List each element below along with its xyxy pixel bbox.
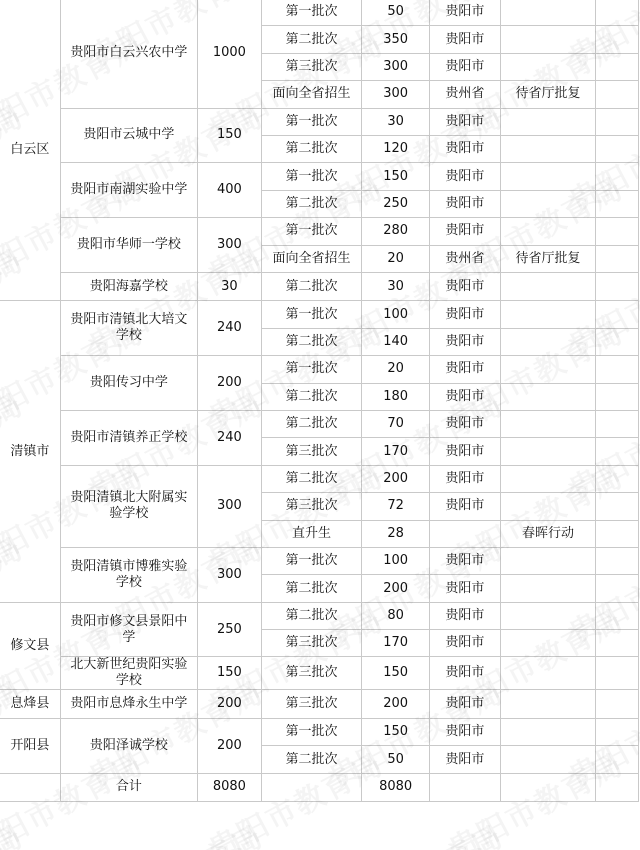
empty-cell	[596, 218, 639, 245]
watermark-text	[560, 812, 640, 850]
scope-cell: 贵州省	[430, 81, 501, 108]
district-cell: 息烽县	[0, 690, 60, 719]
batch-count-cell: 150	[362, 718, 430, 745]
empty-cell	[596, 328, 639, 355]
note-cell	[500, 630, 595, 657]
batch-count-cell: 350	[362, 26, 430, 53]
empty-cell	[596, 108, 639, 135]
scope-cell: 贵阳市	[430, 383, 501, 410]
empty-cell	[596, 773, 639, 801]
batch-count-cell: 170	[362, 630, 430, 657]
note-cell	[500, 465, 595, 492]
table-row	[0, 465, 639, 492]
note-cell	[500, 190, 595, 217]
batch-cell: 第一批次	[261, 356, 361, 383]
batch-count-cell: 30	[362, 272, 430, 301]
note-cell	[500, 547, 595, 574]
batch-count-cell: 100	[362, 301, 430, 328]
scope-cell: 贵阳市	[430, 575, 501, 602]
school-name-cell: 贵阳清镇市博雅实验学校	[60, 547, 197, 602]
school-name-cell: 贵阳市清镇北大培文学校	[60, 301, 197, 356]
note-cell	[500, 657, 595, 690]
scope-cell: 贵阳市	[430, 0, 501, 26]
empty-cell	[596, 410, 639, 437]
empty-cell	[261, 773, 361, 801]
batch-count-cell: 120	[362, 135, 430, 162]
scope-cell: 贵阳市	[430, 690, 501, 719]
scope-cell: 贵阳市	[430, 301, 501, 328]
scope-cell: 贵阳市	[430, 493, 501, 520]
scope-cell: 贵阳市	[430, 465, 501, 492]
empty-cell	[596, 356, 639, 383]
school-name-cell: 贵阳市南湖实验中学	[60, 163, 197, 218]
total-label: 合计	[60, 773, 197, 801]
table-row	[0, 657, 639, 690]
empty-cell	[596, 26, 639, 53]
note-cell: 春晖行动	[500, 520, 595, 547]
watermark-text	[80, 812, 270, 850]
school-name-cell: 贵阳市清镇养正学校	[60, 410, 197, 465]
note-cell	[500, 53, 595, 80]
note-cell	[500, 135, 595, 162]
table-row	[0, 602, 639, 629]
note-cell	[500, 0, 595, 26]
note-cell	[500, 718, 595, 745]
school-name-cell: 贵阳市白云兴农中学	[60, 0, 197, 108]
empty-cell	[596, 81, 639, 108]
empty-cell	[596, 746, 639, 773]
batch-cell: 第二批次	[261, 26, 361, 53]
district-cell: 白云区	[0, 0, 60, 301]
batch-count-cell: 170	[362, 438, 430, 465]
table-row	[0, 301, 639, 328]
scope-cell: 贵阳市	[430, 218, 501, 245]
table-row	[0, 690, 639, 719]
watermark-text	[320, 812, 510, 850]
batch-cell: 第二批次	[261, 575, 361, 602]
table-row	[0, 108, 639, 135]
batch-cell: 面向全省招生	[261, 245, 361, 272]
total-row	[0, 773, 639, 801]
note-cell	[500, 272, 595, 301]
empty-cell	[596, 272, 639, 301]
batch-cell: 第三批次	[261, 630, 361, 657]
table-row	[0, 218, 639, 245]
batch-count-cell: 150	[362, 657, 430, 690]
empty-cell	[0, 773, 60, 801]
scope-cell	[430, 520, 501, 547]
batch-cell: 第三批次	[261, 438, 361, 465]
batch-count-cell: 300	[362, 81, 430, 108]
empty-cell	[596, 135, 639, 162]
batch-cell: 第二批次	[261, 328, 361, 355]
note-cell	[500, 301, 595, 328]
batch-count-cell: 280	[362, 218, 430, 245]
batch-count-cell: 30	[362, 108, 430, 135]
school-quota-cell: 150	[197, 657, 261, 690]
scope-cell: 贵阳市	[430, 163, 501, 190]
batch-count-cell: 180	[362, 383, 430, 410]
batch-cell: 第一批次	[261, 0, 361, 26]
note-cell	[500, 690, 595, 719]
school-quota-cell: 240	[197, 410, 261, 465]
note-cell	[500, 356, 595, 383]
empty-cell	[596, 493, 639, 520]
note-cell	[500, 602, 595, 629]
scope-cell: 贵阳市	[430, 108, 501, 135]
empty-cell	[596, 547, 639, 574]
school-quota-cell: 400	[197, 163, 261, 218]
empty-cell	[596, 438, 639, 465]
scope-cell: 贵阳市	[430, 602, 501, 629]
scope-cell: 贵阳市	[430, 746, 501, 773]
school-quota-cell: 300	[197, 547, 261, 602]
empty-cell	[596, 383, 639, 410]
table-row	[0, 410, 639, 437]
batch-cell: 第一批次	[261, 108, 361, 135]
scope-cell: 贵阳市	[430, 356, 501, 383]
note-cell	[500, 383, 595, 410]
batch-cell: 第三批次	[261, 657, 361, 690]
scope-cell: 贵阳市	[430, 547, 501, 574]
scope-cell: 贵阳市	[430, 190, 501, 217]
school-name-cell: 贵阳市云城中学	[60, 108, 197, 163]
note-cell	[500, 328, 595, 355]
batch-count-cell: 80	[362, 602, 430, 629]
table-row	[0, 272, 639, 301]
school-quota-cell: 200	[197, 356, 261, 411]
total-count: 8080	[362, 773, 430, 801]
school-quota-cell: 30	[197, 272, 261, 301]
batch-count-cell: 20	[362, 245, 430, 272]
school-quota-cell: 1000	[197, 0, 261, 108]
batch-cell: 第三批次	[261, 493, 361, 520]
school-name-cell: 贵阳海嘉学校	[60, 272, 197, 301]
empty-cell	[430, 773, 501, 801]
batch-cell: 第二批次	[261, 465, 361, 492]
school-name-cell: 贵阳市修文县景阳中学	[60, 602, 197, 657]
school-quota-cell: 250	[197, 602, 261, 657]
empty-cell	[596, 0, 639, 26]
batch-count-cell: 20	[362, 356, 430, 383]
scope-cell: 贵阳市	[430, 328, 501, 355]
school-quota-cell: 300	[197, 465, 261, 547]
batch-cell: 第一批次	[261, 218, 361, 245]
district-cell: 开阳县	[0, 718, 60, 773]
empty-cell	[596, 163, 639, 190]
school-name-cell: 贵阳传习中学	[60, 356, 197, 411]
scope-cell: 贵阳市	[430, 135, 501, 162]
note-cell	[500, 438, 595, 465]
watermark-text	[0, 812, 30, 850]
batch-cell: 第一批次	[261, 301, 361, 328]
batch-count-cell: 72	[362, 493, 430, 520]
batch-cell: 第三批次	[261, 690, 361, 719]
note-cell	[500, 26, 595, 53]
school-name-cell: 贵阳泽诚学校	[60, 718, 197, 773]
school-quota-cell: 300	[197, 218, 261, 273]
school-quota-cell: 200	[197, 690, 261, 719]
scope-cell: 贵阳市	[430, 53, 501, 80]
batch-cell: 第二批次	[261, 190, 361, 217]
batch-cell: 第二批次	[261, 602, 361, 629]
batch-cell: 第二批次	[261, 272, 361, 301]
empty-cell	[596, 575, 639, 602]
empty-cell	[596, 602, 639, 629]
empty-cell	[500, 773, 595, 801]
batch-count-cell: 140	[362, 328, 430, 355]
batch-count-cell: 50	[362, 746, 430, 773]
batch-cell: 第三批次	[261, 53, 361, 80]
batch-cell: 第二批次	[261, 135, 361, 162]
school-name-cell: 北大新世纪贵阳实验学校	[60, 657, 197, 690]
batch-cell: 第二批次	[261, 383, 361, 410]
table-row	[0, 718, 639, 745]
batch-count-cell: 250	[362, 190, 430, 217]
note-cell	[500, 746, 595, 773]
note-cell: 待省厅批复	[500, 245, 595, 272]
school-quota-cell: 200	[197, 718, 261, 773]
batch-count-cell: 70	[362, 410, 430, 437]
batch-cell: 第二批次	[261, 410, 361, 437]
note-cell: 待省厅批复	[500, 81, 595, 108]
batch-count-cell: 200	[362, 690, 430, 719]
school-quota-cell: 150	[197, 108, 261, 163]
empty-cell	[596, 53, 639, 80]
table-row	[0, 0, 639, 26]
scope-cell: 贵阳市	[430, 718, 501, 745]
school-name-cell: 贵阳市华师一学校	[60, 218, 197, 273]
batch-count-cell: 300	[362, 53, 430, 80]
batch-count-cell: 200	[362, 575, 430, 602]
batch-count-cell: 200	[362, 465, 430, 492]
scope-cell: 贵阳市	[430, 630, 501, 657]
school-name-cell: 贵阳清镇北大附属实验学校	[60, 465, 197, 547]
table-row	[0, 356, 639, 383]
scope-cell: 贵阳市	[430, 657, 501, 690]
school-quota-cell: 240	[197, 301, 261, 356]
batch-cell: 第一批次	[261, 547, 361, 574]
scope-cell: 贵阳市	[430, 410, 501, 437]
note-cell	[500, 575, 595, 602]
batch-count-cell: 100	[362, 547, 430, 574]
note-cell	[500, 410, 595, 437]
table-row	[0, 163, 639, 190]
batch-count-cell: 28	[362, 520, 430, 547]
empty-cell	[596, 630, 639, 657]
total-quota: 8080	[197, 773, 261, 801]
scope-cell: 贵阳市	[430, 438, 501, 465]
scope-cell: 贵州省	[430, 245, 501, 272]
batch-cell: 第二批次	[261, 746, 361, 773]
empty-cell	[596, 465, 639, 492]
batch-cell: 第一批次	[261, 163, 361, 190]
batch-count-cell: 50	[362, 0, 430, 26]
note-cell	[500, 218, 595, 245]
school-name-cell: 贵阳市息烽永生中学	[60, 690, 197, 719]
empty-cell	[596, 657, 639, 690]
note-cell	[500, 108, 595, 135]
batch-count-cell: 150	[362, 163, 430, 190]
scope-cell: 贵阳市	[430, 26, 501, 53]
empty-cell	[596, 690, 639, 719]
district-cell: 清镇市	[0, 301, 60, 602]
note-cell	[500, 163, 595, 190]
empty-cell	[596, 190, 639, 217]
scope-cell: 贵阳市	[430, 272, 501, 301]
empty-cell	[596, 718, 639, 745]
empty-cell	[596, 520, 639, 547]
note-cell	[500, 493, 595, 520]
batch-cell: 直升生	[261, 520, 361, 547]
table-row	[0, 547, 639, 574]
batch-cell: 第一批次	[261, 718, 361, 745]
empty-cell	[596, 301, 639, 328]
empty-cell	[596, 245, 639, 272]
batch-cell: 面向全省招生	[261, 81, 361, 108]
district-cell: 修文县	[0, 602, 60, 690]
